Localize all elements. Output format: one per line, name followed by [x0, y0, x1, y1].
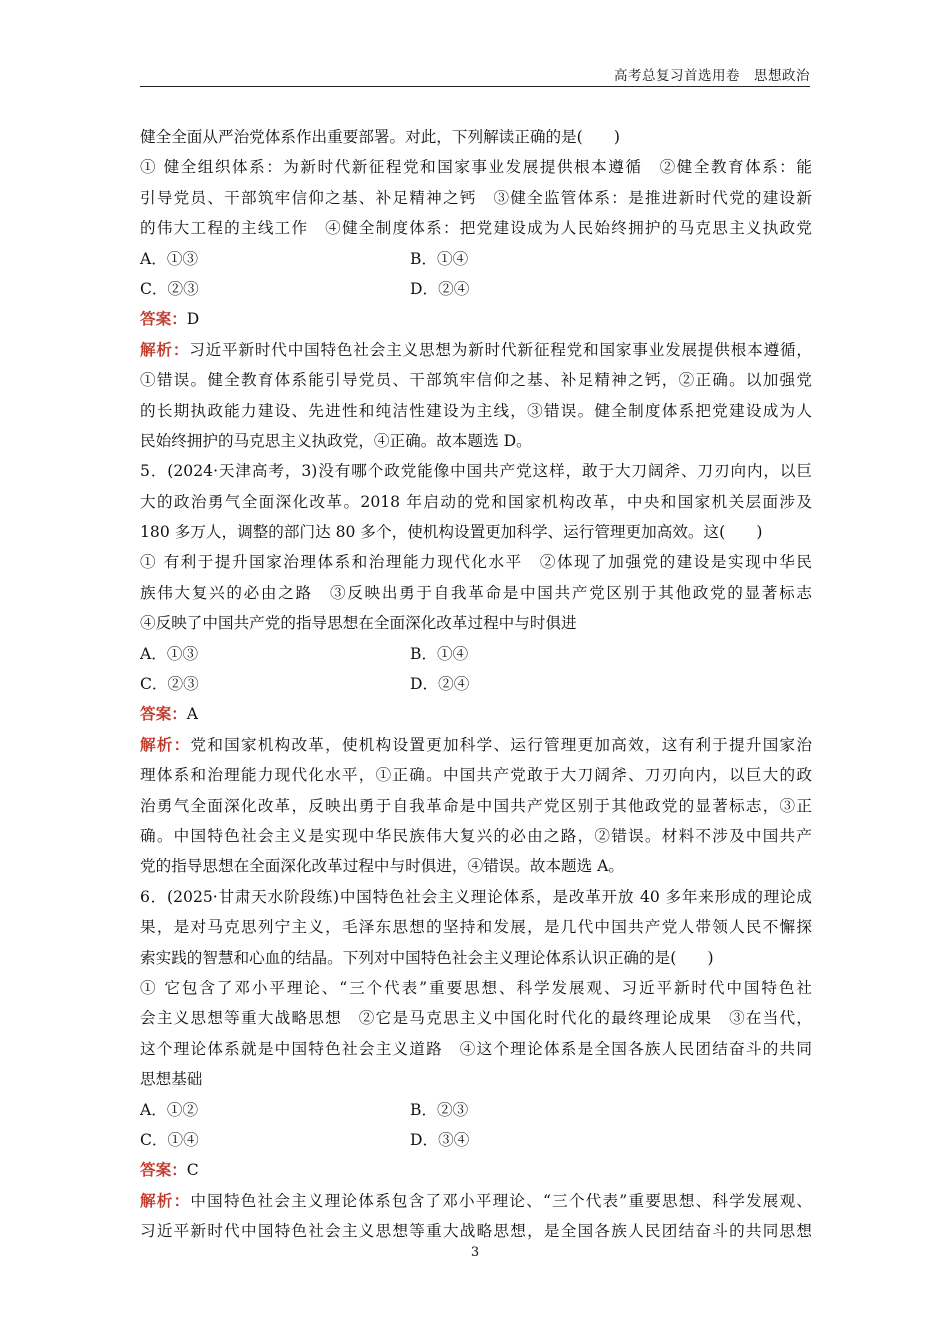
analysis-label: 解析： — [140, 339, 190, 359]
option-c: C．②③ — [140, 279, 199, 298]
analysis-line: 民始终拥护的马克思主义执政党，④正确。故本题选 D。 — [140, 431, 532, 450]
analysis-line: 习近平新时代中国特色社会主义思想等重大战略思想，是全国各族人民团结奋斗的共同思想 — [140, 1222, 812, 1241]
question-stem-line: 6．(2025·甘肃天水阶段练)中国特色社会主义理论体系，是改革开放 40 多年来形成的理论成 — [140, 887, 812, 906]
option-a: A．①③ — [140, 249, 199, 268]
page-number: 3 — [470, 1245, 480, 1260]
question-stem-line: 果，是对马克思列宁主义，毛泽东思想的坚持和发展，是几代中国共产党人带领人民不懈探 — [140, 918, 812, 937]
question-stem-line: 180 多万人，调整的部门达 80 多个，使机构设置更加科学、运行管理更加高效。这( ) — [140, 523, 763, 542]
question-block-5 — [140, 456, 812, 881]
option-d: D．②④ — [410, 675, 470, 694]
page-content — [140, 122, 812, 1246]
question-block-4 — [140, 122, 812, 456]
question-stem-line: 索实践的智慧和心血的结晶。下列对中国特色社会主义理论体系认识正确的是( ) — [140, 948, 714, 967]
header-title: 高考总复习首选用卷 思想政治 — [614, 68, 810, 84]
analysis-line: 的长期执政能力建设、先进性和纯洁性建设为主线，③错误。健全制度体系把党建设成为人 — [140, 401, 812, 420]
analysis-line: 党的指导思想在全面深化改革过程中与时俱进，④错误。故本题选 A。 — [140, 857, 625, 876]
statement-line: 族伟大复兴的必由之路 ③反映出勇于自我革命是中国共产党区别于其他政党的显著标志 — [140, 583, 812, 602]
analysis-line — [140, 335, 812, 365]
answer-value: C — [186, 1161, 199, 1180]
statement-line: ① 健全组织体系：为新时代新征程党和国家事业发展提供根本遵循 ②健全教育体系：能 — [140, 158, 812, 177]
statement-line: ④反映了中国共产党的指导思想在全面深化改革过程中与时俱进 — [140, 614, 577, 633]
statement-line: 思想基础 — [140, 1070, 203, 1089]
options-row — [140, 639, 812, 669]
statement-line: 的伟大工程的主线工作 ④健全制度体系：把党建设成为人民始终拥护的马克思主义执政党 — [140, 219, 812, 238]
question-stem-line: 健全全面从严治党体系作出重要部署。对此，下列解读正确的是( ) — [140, 128, 620, 146]
option-b: B．①④ — [410, 249, 469, 268]
page-header — [140, 64, 810, 87]
options-row — [140, 244, 812, 274]
option-b: B．①④ — [410, 644, 469, 663]
statement-line: 这个理论体系就是中国特色社会主义道路 ④这个理论体系是全国各族人民团结奋斗的共同 — [140, 1039, 812, 1058]
answer-label: 答案： — [140, 309, 187, 329]
option-c: C．②③ — [140, 675, 199, 694]
analysis-label: 解析： — [140, 734, 191, 754]
analysis-line — [140, 1186, 812, 1216]
analysis-text: 习近平新时代中国特色社会主义思想为新时代新征程党和国家事业发展提供根本遵循， — [189, 340, 812, 359]
answer-value: D — [186, 310, 200, 329]
answer-label: 答案： — [140, 1160, 187, 1180]
options-row — [140, 1095, 812, 1125]
statement-line: ① 有利于提升国家治理体系和治理能力现代化水平 ②体现了加强党的建设是实现中华民 — [140, 553, 812, 572]
question-block-6 — [140, 882, 812, 1247]
options-row — [140, 274, 812, 304]
analysis-line: ①错误。健全教育体系能引导党员、干部筑牢信仰之基、补足精神之钙，②正确。以加强党 — [140, 371, 812, 390]
statement-line: 会主义思想等重大战略思想 ②它是马克思主义中国化时代化的最终理论成果 ③在当代， — [140, 1009, 812, 1028]
analysis-line — [140, 730, 812, 760]
question-stem-line: 5．(2024·天津高考，3)没有哪个政党能像中国共产党这样，敢于大刀阔斧、刀刃向内，以巨 — [140, 462, 812, 481]
answer-line — [140, 1155, 812, 1185]
options-row — [140, 669, 812, 699]
analysis-text: 党和国家机构改革，使机构设置更加科学、运行管理更加高效，这有利于提升国家治 — [190, 735, 812, 754]
analysis-line: 理体系和治理能力现代化水平，①正确。中国共产党敢于大刀阔斧、刀刃向内，以巨大的政 — [140, 766, 812, 785]
answer-value: A — [186, 705, 199, 724]
option-d: D．②④ — [410, 279, 470, 298]
options-row — [140, 1125, 812, 1155]
option-c: C．①④ — [140, 1130, 199, 1149]
answer-line — [140, 699, 812, 729]
answer-line — [140, 304, 812, 334]
answer-label: 答案： — [140, 704, 187, 724]
analysis-label: 解析： — [140, 1190, 191, 1210]
analysis-line: 确。中国特色社会主义是实现中华民族伟大复兴的必由之路，②错误。材料不涉及中国共产 — [140, 826, 812, 845]
statement-line: 引导党员、干部筑牢信仰之基、补足精神之钙 ③健全监管体系：是推进新时代党的建设新 — [140, 188, 812, 207]
analysis-line: 治勇气全面深化改革，反映出勇于自我革命是中国共产党区别于其他政党的显著标志，③正 — [140, 796, 812, 815]
option-b: B．②③ — [410, 1100, 469, 1119]
statement-line: ① 它包含了邓小平理论、“三个代表”重要思想、科学发展观、习近平新时代中国特色社 — [140, 978, 812, 997]
option-a: A．①② — [140, 1100, 199, 1119]
option-a: A．①③ — [140, 644, 199, 663]
analysis-text: 中国特色社会主义理论体系包含了邓小平理论、“三个代表”重要思想、科学发展观、 — [190, 1191, 812, 1210]
question-stem-line: 大的政治勇气全面深化改革。2018 年启动的党和国家机构改革，中央和国家机关层面涉及 — [140, 492, 812, 511]
option-d: D．③④ — [410, 1130, 470, 1149]
